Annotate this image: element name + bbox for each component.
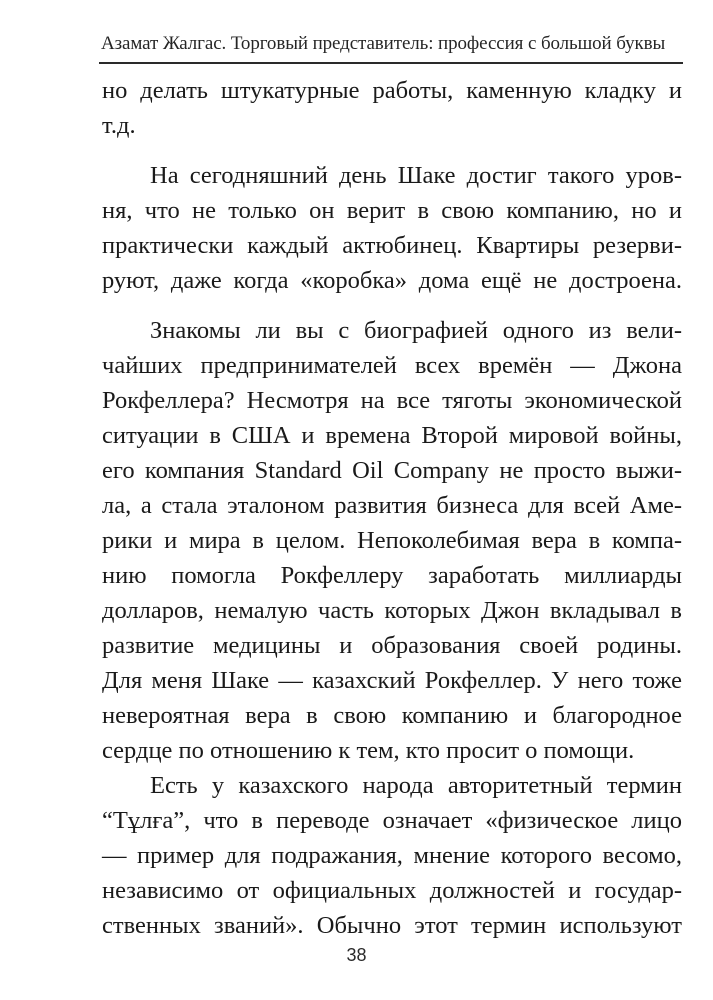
text-line: чайших предпринимателей всех времён — Джона bbox=[102, 352, 682, 379]
text-line: рики и мира в целом. Непоколебимая вера в компа- bbox=[102, 527, 682, 554]
text-line: нию помогла Рокфеллеру заработать миллиарды bbox=[102, 562, 682, 589]
text-line: практически каждый актюбинец. Квартиры резерви- bbox=[102, 232, 682, 259]
text-line: Есть у казахского народа авторитетный термин bbox=[150, 772, 682, 799]
text-line: но делать штукатурные работы, каменную кладку и bbox=[102, 77, 682, 104]
header-rule bbox=[99, 62, 683, 64]
text-line: “Тұлға”, что в переводе означает «физическое лицо bbox=[102, 807, 682, 834]
text-line: Для меня Шаке — казахский Рокфеллер. У него тоже bbox=[102, 667, 682, 694]
text-line: На сегодняшний день Шаке достиг такого уров- bbox=[150, 162, 682, 189]
text-line: т.д. bbox=[102, 112, 136, 139]
text-line: долларов, немалую часть которых Джон вкладывал в bbox=[102, 597, 682, 624]
text-line: Знакомы ли вы с биографией одного из вели- bbox=[150, 317, 682, 344]
text-line: руют, даже когда «коробка» дома ещё не достроена. bbox=[102, 267, 682, 294]
text-line: его компания Standard Oil Company не просто выжи- bbox=[102, 457, 682, 484]
text-line: ственных званий». Обычно этот термин используют bbox=[102, 912, 682, 939]
text-line: невероятная вера в свою компанию и благородное bbox=[102, 702, 682, 729]
running-header: Азамат Жалгас. Торговый представитель: профессия с большой буквы bbox=[101, 33, 666, 54]
text-line: ня, что не только он верит в свою компанию, но и bbox=[102, 197, 682, 224]
page-number: 38 bbox=[346, 945, 367, 965]
text-line: развитие медицины и образования своей родины. bbox=[102, 632, 682, 659]
text-line: сердце по отношению к тем, кто просит о помощи. bbox=[102, 737, 635, 764]
text-line: — пример для подражания, мнение которого весомо, bbox=[102, 842, 682, 869]
text-line: Рокфеллера? Несмотря на все тяготы экономической bbox=[102, 387, 682, 414]
text-line: ла, а стала эталоном развития бизнеса для всей Аме- bbox=[102, 492, 682, 519]
text-line: ситуации в США и времена Второй мировой войны, bbox=[102, 422, 682, 449]
text-line: независимо от официальных должностей и государ- bbox=[102, 877, 682, 904]
